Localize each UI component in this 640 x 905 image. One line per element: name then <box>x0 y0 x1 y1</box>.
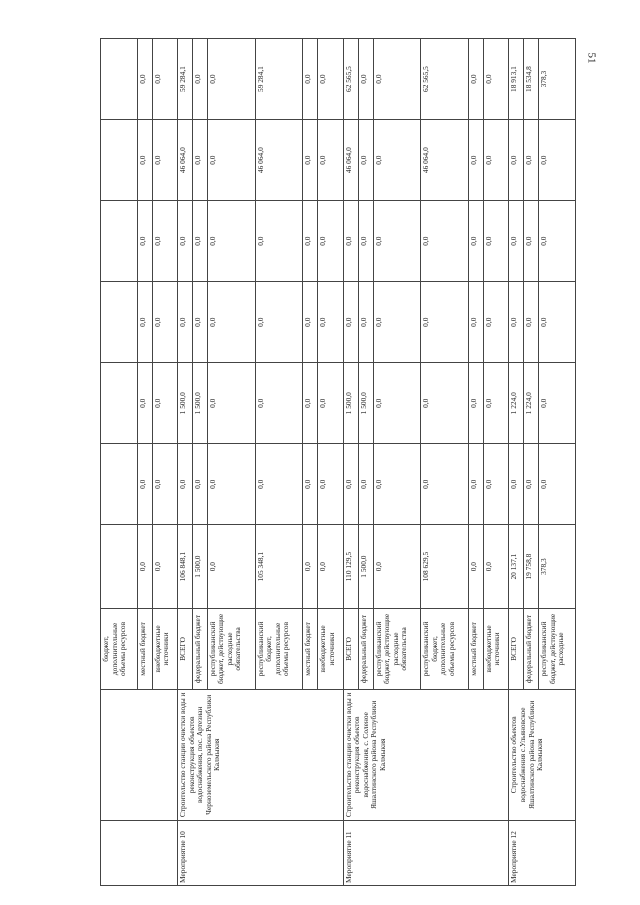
value-cell: 0,0 <box>318 39 344 120</box>
value-cell: 0,0 <box>207 444 255 525</box>
value-cell: 0,0 <box>343 201 358 282</box>
value-cell <box>101 525 138 609</box>
value-cell: 0,0 <box>539 120 576 201</box>
value-cell: 0,0 <box>524 120 539 201</box>
value-cell: 1 500,0 <box>193 363 208 444</box>
value-cell: 0,0 <box>152 525 178 609</box>
value-cell: 378,3 <box>539 39 576 120</box>
source-cell: республиканский бюджет, действующие расходные обязательства <box>373 608 421 689</box>
value-cell: 0,0 <box>468 363 483 444</box>
value-cell: 0,0 <box>373 444 421 525</box>
event-label-cell: Мероприятие 10 <box>178 820 344 885</box>
event-name-cell: Строительство станции очистки воды и реконструкция объектов водоснабжения, с. Соленое Яшалтинского района Республики Калмыкия <box>343 689 509 820</box>
value-cell: 0,0 <box>373 282 421 363</box>
value-cell: 46 064,0 <box>255 120 303 201</box>
value-cell: 1 500,0 <box>358 363 373 444</box>
event-name-cell: Строительство станции очистки воды и реконструкция объектов водоснабжения, пос. Артезиан Черноземельского района Республики Калмыкия <box>178 689 344 820</box>
value-cell: 0,0 <box>152 201 178 282</box>
value-cell: 0,0 <box>303 363 318 444</box>
value-cell: 0,0 <box>524 201 539 282</box>
value-cell: 0,0 <box>207 120 255 201</box>
value-cell: 0,0 <box>468 120 483 201</box>
value-cell: 0,0 <box>178 201 193 282</box>
value-cell <box>101 201 138 282</box>
value-cell: 0,0 <box>137 363 152 444</box>
value-cell: 1 224,0 <box>509 363 524 444</box>
value-cell: 0,0 <box>509 120 524 201</box>
value-cell: 0,0 <box>373 120 421 201</box>
value-cell: 18 534,8 <box>524 39 539 120</box>
rotated-table-wrapper <box>100 38 576 886</box>
source-cell: республиканский бюджет, дополнительные объемы ресурсов <box>255 608 303 689</box>
value-cell: 0,0 <box>343 444 358 525</box>
value-cell: 105 348,1 <box>255 525 303 609</box>
value-cell: 20 137,1 <box>509 525 524 609</box>
value-cell: 0,0 <box>255 444 303 525</box>
source-cell: местный бюджет <box>137 608 152 689</box>
value-cell: 0,0 <box>193 201 208 282</box>
source-cell: ВСЕГО <box>509 608 524 689</box>
value-cell: 0,0 <box>318 120 344 201</box>
value-cell: 0,0 <box>318 444 344 525</box>
source-cell: республиканский бюджет, действующие расходные <box>539 608 576 689</box>
page-number: 51 <box>585 52 598 64</box>
value-cell: 378,3 <box>539 525 576 609</box>
value-cell: 46 064,0 <box>421 120 469 201</box>
value-cell: 0,0 <box>193 282 208 363</box>
value-cell: 0,0 <box>207 201 255 282</box>
value-cell: 110 129,5 <box>343 525 358 609</box>
value-cell: 0,0 <box>373 201 421 282</box>
value-cell: 0,0 <box>358 39 373 120</box>
value-cell: 0,0 <box>207 525 255 609</box>
value-cell: 0,0 <box>539 282 576 363</box>
value-cell: 0,0 <box>358 201 373 282</box>
value-cell: 0,0 <box>152 363 178 444</box>
value-cell: 0,0 <box>468 201 483 282</box>
value-cell: 46 064,0 <box>343 120 358 201</box>
value-cell: 0,0 <box>152 120 178 201</box>
value-cell: 19 758,8 <box>524 525 539 609</box>
value-cell: 0,0 <box>137 120 152 201</box>
source-cell: внебюджетные источники <box>318 608 344 689</box>
value-cell: 0,0 <box>468 282 483 363</box>
value-cell: 0,0 <box>483 444 509 525</box>
table-body <box>101 39 576 886</box>
value-cell: 0,0 <box>483 120 509 201</box>
value-cell: 0,0 <box>524 444 539 525</box>
value-cell: 0,0 <box>468 525 483 609</box>
value-cell: 0,0 <box>137 282 152 363</box>
source-cell: республиканский бюджет, дополнительные объемы ресурсов <box>421 608 469 689</box>
value-cell: 0,0 <box>421 444 469 525</box>
value-cell: 62 565,5 <box>421 39 469 120</box>
source-cell: местный бюджет <box>468 608 483 689</box>
value-cell: 0,0 <box>193 39 208 120</box>
value-cell: 0,0 <box>373 39 421 120</box>
table-row <box>101 39 138 886</box>
value-cell: 0,0 <box>303 444 318 525</box>
value-cell: 0,0 <box>539 444 576 525</box>
value-cell: 0,0 <box>343 282 358 363</box>
source-cell: ВСЕГО <box>343 608 358 689</box>
value-cell: 0,0 <box>468 444 483 525</box>
value-cell: 0,0 <box>193 444 208 525</box>
value-cell: 0,0 <box>483 201 509 282</box>
value-cell: 59 284,1 <box>255 39 303 120</box>
value-cell: 0,0 <box>193 120 208 201</box>
event-label-cell <box>101 820 178 885</box>
value-cell: 1 500,0 <box>178 363 193 444</box>
value-cell: 0,0 <box>303 525 318 609</box>
value-cell: 0,0 <box>137 39 152 120</box>
value-cell <box>101 444 138 525</box>
value-cell: 0,0 <box>373 525 421 609</box>
value-cell: 0,0 <box>255 201 303 282</box>
source-cell: федеральный бюджет <box>524 608 539 689</box>
value-cell: 0,0 <box>303 282 318 363</box>
source-cell: местный бюджет <box>303 608 318 689</box>
value-cell: 59 284,1 <box>178 39 193 120</box>
value-cell: 0,0 <box>303 120 318 201</box>
source-cell: федеральный бюджет <box>358 608 373 689</box>
value-cell: 0,0 <box>178 282 193 363</box>
value-cell: 18 913,1 <box>509 39 524 120</box>
source-cell: федеральный бюджет <box>193 608 208 689</box>
value-cell: 62 565,5 <box>343 39 358 120</box>
value-cell: 0,0 <box>178 444 193 525</box>
value-cell: 0,0 <box>483 39 509 120</box>
value-cell: 0,0 <box>303 201 318 282</box>
value-cell: 0,0 <box>207 39 255 120</box>
value-cell: 106 848,1 <box>178 525 193 609</box>
value-cell: 0,0 <box>539 363 576 444</box>
source-cell: ВСЕГО <box>178 608 193 689</box>
table-row <box>509 39 524 886</box>
value-cell: 0,0 <box>358 120 373 201</box>
value-cell: 0,0 <box>137 525 152 609</box>
value-cell: 0,0 <box>524 282 539 363</box>
value-cell: 0,0 <box>539 201 576 282</box>
event-name-cell <box>101 689 178 820</box>
value-cell: 0,0 <box>207 363 255 444</box>
value-cell: 0,0 <box>137 201 152 282</box>
value-cell: 0,0 <box>255 282 303 363</box>
source-cell: внебюджетные источники <box>152 608 178 689</box>
source-cell: внебюджетные источники <box>483 608 509 689</box>
table-row <box>178 39 193 886</box>
value-cell: 1 500,0 <box>343 363 358 444</box>
value-cell: 1 500,0 <box>193 525 208 609</box>
value-cell: 1 224,0 <box>524 363 539 444</box>
source-cell: бюджет, дополнительные объемы ресурсов <box>101 608 138 689</box>
value-cell: 0,0 <box>358 444 373 525</box>
value-cell: 0,0 <box>318 363 344 444</box>
value-cell: 0,0 <box>358 282 373 363</box>
value-cell: 0,0 <box>373 363 421 444</box>
value-cell: 0,0 <box>421 201 469 282</box>
value-cell: 0,0 <box>421 363 469 444</box>
value-cell: 46 064,0 <box>178 120 193 201</box>
table-row <box>343 39 358 886</box>
value-cell: 0,0 <box>152 282 178 363</box>
value-cell: 0,0 <box>483 525 509 609</box>
value-cell: 0,0 <box>152 39 178 120</box>
value-cell: 0,0 <box>318 282 344 363</box>
value-cell <box>101 39 138 120</box>
value-cell <box>101 363 138 444</box>
event-label-cell: Мероприятие 12 <box>509 820 576 885</box>
value-cell <box>101 282 138 363</box>
value-cell: 0,0 <box>483 282 509 363</box>
source-cell: республиканский бюджет, действующие расходные обязательства <box>207 608 255 689</box>
value-cell: 0,0 <box>318 525 344 609</box>
value-cell: 0,0 <box>483 363 509 444</box>
value-cell: 0,0 <box>421 282 469 363</box>
event-name-cell: Строительство объектов водоснабжения с.Ульяновское Яшалтинского района Республики Калмыкия <box>509 689 576 820</box>
value-cell <box>101 120 138 201</box>
value-cell: 0,0 <box>255 363 303 444</box>
value-cell: 0,0 <box>509 282 524 363</box>
value-cell: 0,0 <box>303 39 318 120</box>
value-cell: 1 500,0 <box>358 525 373 609</box>
value-cell: 0,0 <box>137 444 152 525</box>
value-cell: 108 629,5 <box>421 525 469 609</box>
value-cell: 0,0 <box>509 201 524 282</box>
value-cell: 0,0 <box>207 282 255 363</box>
value-cell: 0,0 <box>318 201 344 282</box>
event-label-cell: Мероприятие 11 <box>343 820 509 885</box>
value-cell: 0,0 <box>468 39 483 120</box>
value-cell: 0,0 <box>509 444 524 525</box>
budget-table <box>100 38 576 886</box>
value-cell: 0,0 <box>152 444 178 525</box>
